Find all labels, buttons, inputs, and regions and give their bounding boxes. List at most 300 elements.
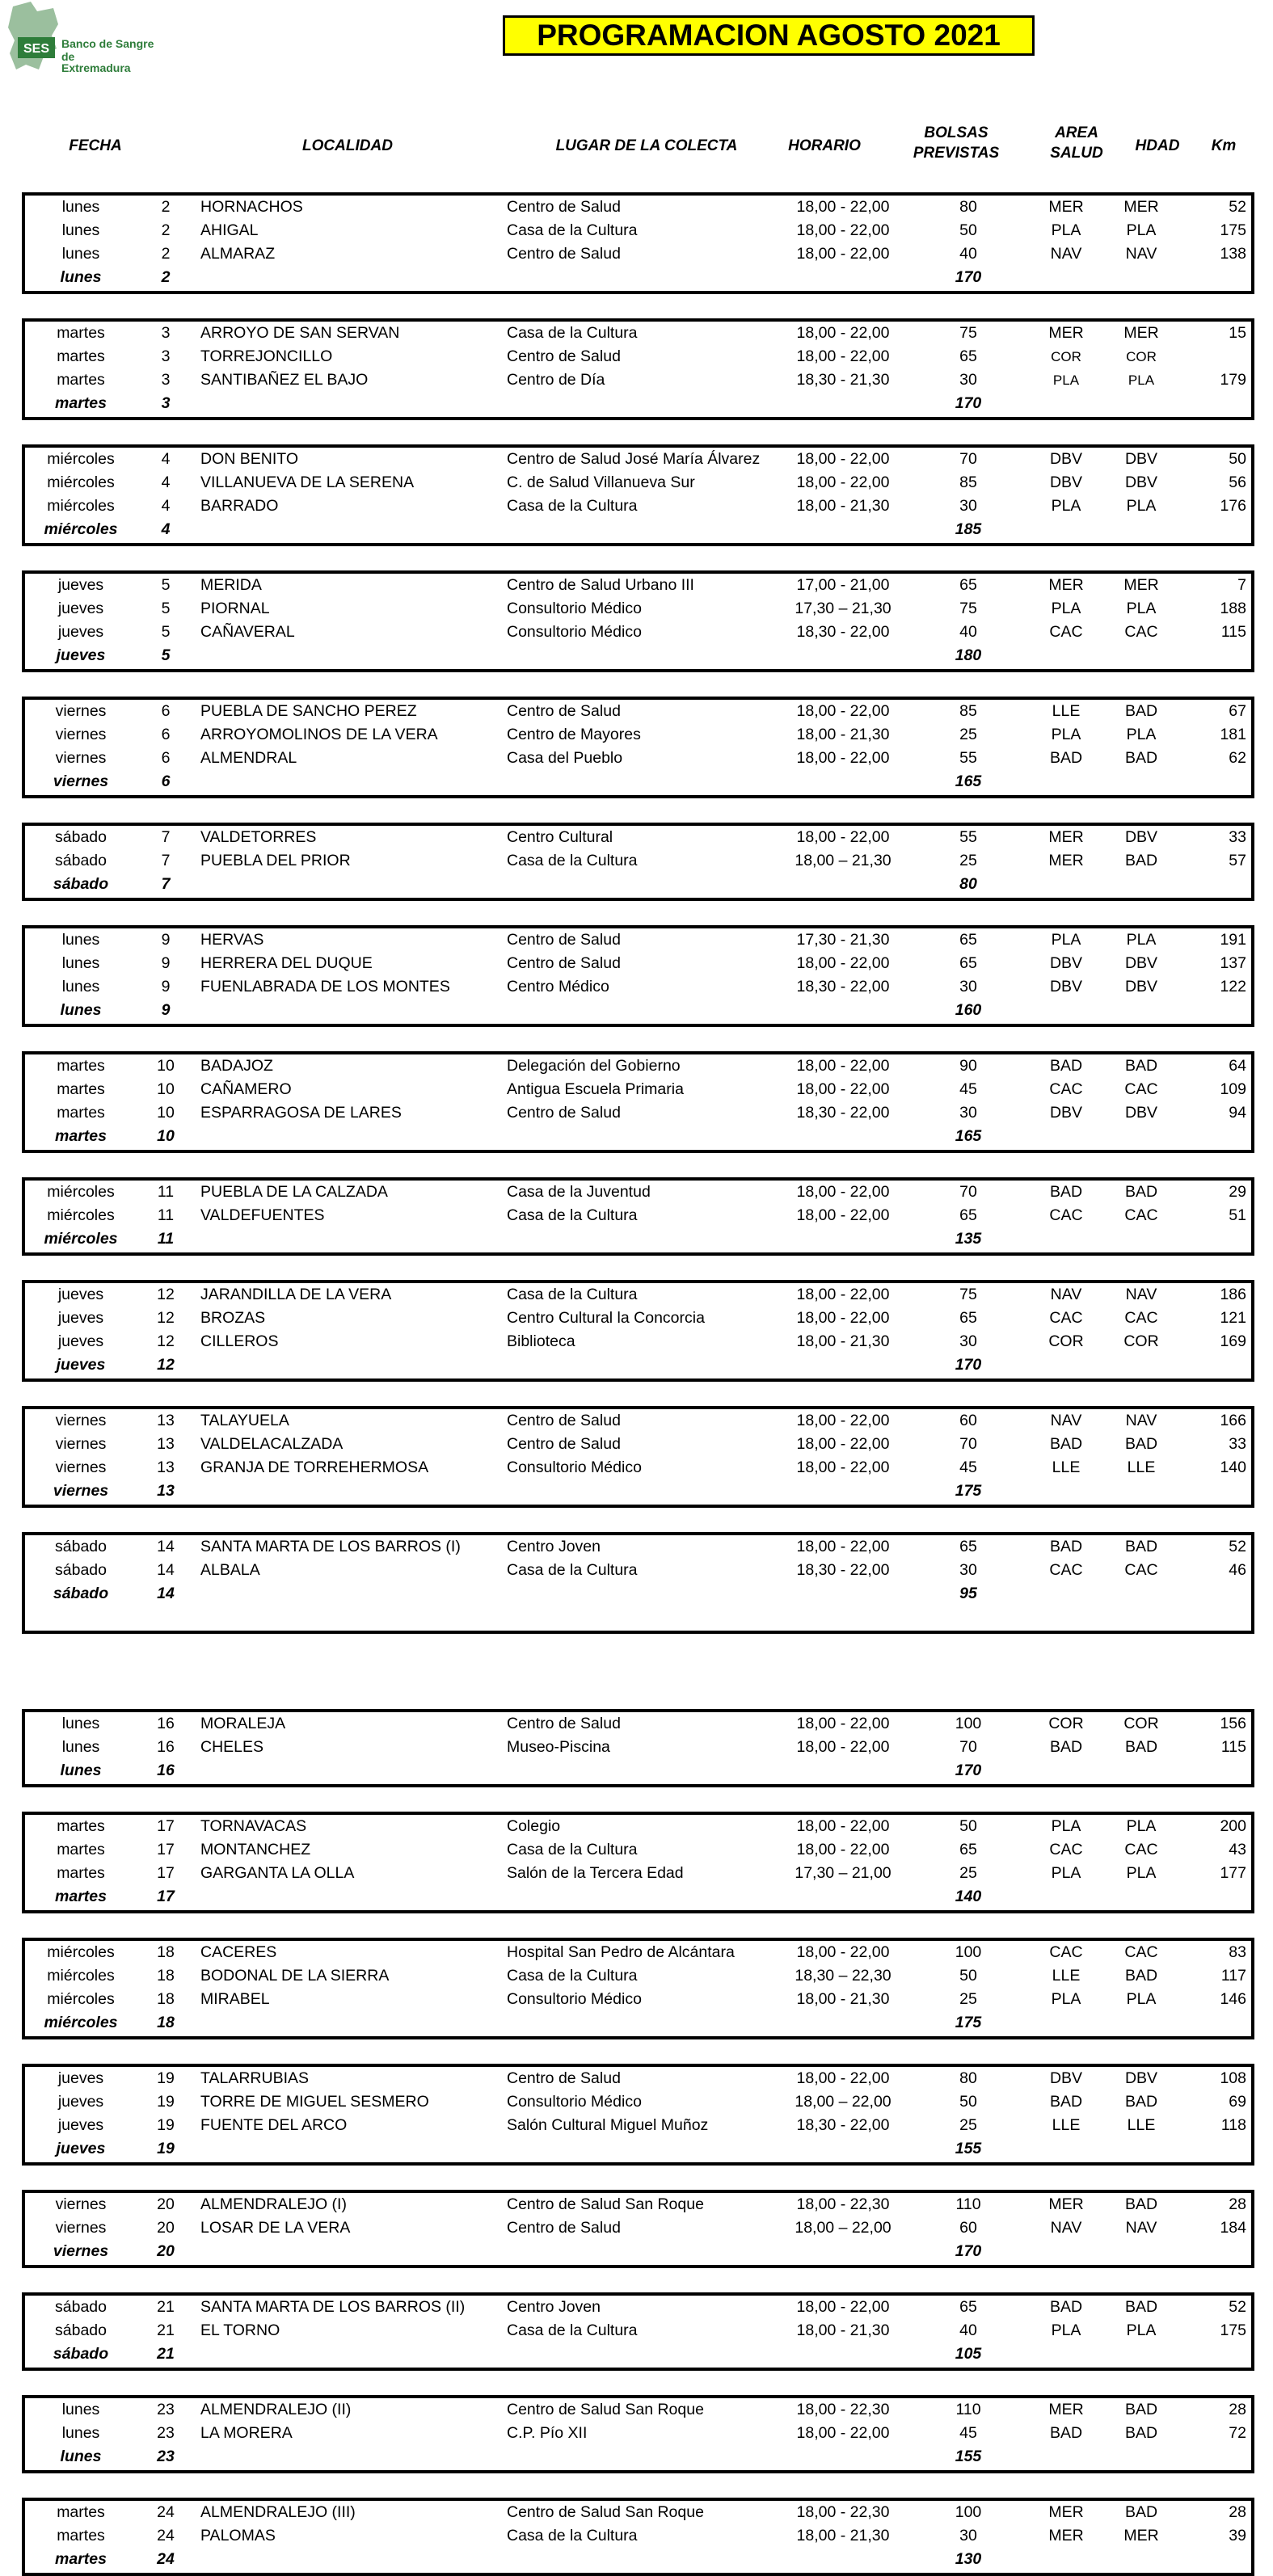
day-block — [22, 1532, 1254, 1634]
cell-hor: 18,00 - 22,00 — [796, 324, 890, 342]
cell-lugar: Centro de Salud — [507, 198, 621, 216]
cell-loc: LOSAR DE LA VERA — [200, 2219, 351, 2237]
cell-num: 17 — [157, 1864, 175, 1882]
cell-km: 140 — [1220, 1458, 1246, 1476]
day-block — [22, 1812, 1254, 1913]
cell-hdad: MER — [1123, 2527, 1159, 2544]
cell-hdad: DBV — [1124, 828, 1158, 846]
cell-hor: 18,00 - 22,00 — [796, 828, 890, 846]
cell-loc: ARROYOMOLINOS DE LA VERA — [200, 726, 438, 743]
table-header — [0, 121, 1273, 170]
cell-hor: 17,30 – 21,30 — [795, 600, 892, 617]
day-block — [22, 2190, 1254, 2268]
cell-dia: lunes — [61, 245, 100, 263]
cell-km: 67 — [1229, 702, 1246, 720]
cell-bol: 50 — [959, 1967, 977, 1985]
cell-loc: MONTANCHEZ — [200, 1841, 311, 1858]
cell-km: 28 — [1229, 2195, 1246, 2213]
cell-hor: 18,00 – 22,00 — [795, 2219, 892, 2237]
cell-dia: martes — [57, 371, 105, 389]
total-dia: lunes — [60, 1001, 102, 1019]
cell-hdad: NAV — [1125, 1412, 1157, 1429]
cell-area: MER — [1048, 2401, 1084, 2418]
total-num: 12 — [157, 1356, 175, 1374]
cell-hor: 17,30 - 21,30 — [796, 931, 890, 949]
cell-hdad: BAD — [1124, 2298, 1158, 2316]
cell-area: BAD — [1049, 1057, 1083, 1075]
cell-hdad: CAC — [1124, 623, 1158, 641]
cell-num: 9 — [161, 931, 171, 949]
cell-area: NAV — [1050, 1286, 1082, 1303]
cell-hor: 18,00 - 22,00 — [796, 1080, 890, 1098]
cell-area: PLA — [1051, 497, 1081, 515]
cell-hor: 18,30 – 22,30 — [795, 1967, 892, 1985]
cell-dia: viernes — [55, 2219, 107, 2237]
cell-loc: BODONAL DE LA SIERRA — [200, 1967, 390, 1985]
cell-hdad: NAV — [1125, 2219, 1157, 2237]
cell-km: 176 — [1220, 497, 1246, 515]
cell-lugar: Delegación del Gobierno — [507, 1057, 681, 1075]
cell-lugar: Centro de Salud — [507, 1104, 621, 1122]
table-row — [25, 1101, 1251, 1125]
cell-bol: 25 — [959, 2116, 977, 2134]
cell-area: MER — [1048, 2195, 1084, 2213]
logo-line-2: de — [61, 50, 75, 63]
cell-num: 4 — [161, 474, 171, 491]
cell-lugar: Centro de Mayores — [507, 726, 641, 743]
cell-area: PLA — [1051, 931, 1081, 949]
cell-hdad: DBV — [1124, 1104, 1158, 1122]
cell-bol: 30 — [959, 1104, 977, 1122]
cell-bol: 55 — [959, 749, 977, 767]
cell-loc: EL TORNO — [200, 2321, 280, 2339]
cell-loc: BARRADO — [200, 497, 279, 515]
table-row — [25, 219, 1251, 242]
cell-hor: 18,00 – 21,30 — [795, 852, 892, 869]
total-row — [25, 1353, 1251, 1377]
cell-lugar: Salón de la Tercera Edad — [507, 1864, 684, 1882]
total-bol: 80 — [959, 875, 977, 893]
cell-dia: miércoles — [47, 1943, 115, 1961]
cell-area: CAC — [1049, 1841, 1083, 1858]
table-row — [25, 2114, 1251, 2137]
cell-dia: miércoles — [47, 497, 115, 515]
cell-dia: martes — [57, 1817, 105, 1835]
cell-num: 6 — [161, 702, 171, 720]
cell-km: 15 — [1229, 324, 1246, 342]
cell-bol: 50 — [959, 2093, 977, 2111]
cell-num: 24 — [157, 2503, 175, 2521]
cell-hor: 18,00 - 22,30 — [796, 2195, 890, 2213]
cell-num: 23 — [157, 2401, 175, 2418]
cell-loc: ALMENDRALEJO (II) — [200, 2401, 352, 2418]
cell-hdad: PLA — [1126, 931, 1157, 949]
table-row — [25, 621, 1251, 644]
cell-hdad: DBV — [1124, 450, 1158, 468]
logo-line-3: Extremadura — [61, 61, 131, 74]
total-row — [25, 2548, 1251, 2571]
cell-lugar: Centro de Salud José María Álvarez — [507, 450, 761, 468]
cell-area: LLE — [1052, 702, 1081, 720]
cell-km: 56 — [1229, 474, 1246, 491]
total-row — [25, 2342, 1251, 2366]
cell-lugar: C.P. Pío XII — [507, 2424, 588, 2442]
cell-lugar: Casa de la Cultura — [507, 1841, 638, 1858]
cell-area: CAC — [1049, 1080, 1083, 1098]
cell-hor: 18,00 - 22,00 — [796, 474, 890, 491]
cell-num: 3 — [161, 347, 171, 365]
cell-area: MER — [1048, 576, 1084, 594]
logo-line-1: Banco de Sangre — [61, 37, 154, 50]
cell-km: 51 — [1229, 1206, 1246, 1224]
cell-area: CAC — [1049, 623, 1083, 641]
cell-bol: 65 — [959, 2298, 977, 2316]
cell-area: COR — [1048, 1332, 1084, 1350]
table-row — [25, 2090, 1251, 2114]
cell-hor: 18,00 - 22,30 — [796, 2503, 890, 2521]
table-row — [25, 1078, 1251, 1101]
cell-bol: 25 — [959, 726, 977, 743]
cell-lugar: Consultorio Médico — [507, 623, 642, 641]
cell-num: 10 — [157, 1057, 175, 1075]
cell-num: 9 — [161, 954, 171, 972]
cell-bol: 70 — [959, 1738, 977, 1756]
total-dia: martes — [55, 1127, 107, 1145]
total-dia: martes — [55, 394, 107, 412]
total-num: 19 — [157, 2140, 175, 2157]
cell-hdad: BAD — [1124, 2195, 1158, 2213]
header-horario: HORARIO — [788, 137, 861, 154]
cell-lugar: Centro de Salud Urbano III — [507, 576, 694, 594]
cell-area: BAD — [1049, 1435, 1083, 1453]
table-row — [25, 700, 1251, 723]
cell-dia: martes — [57, 324, 105, 342]
cell-lugar: Centro de Salud — [507, 702, 621, 720]
cell-km: 29 — [1229, 1183, 1246, 1201]
cell-km: 62 — [1229, 749, 1246, 767]
cell-lugar: Centro Cultural — [507, 828, 613, 846]
cell-hor: 18,00 - 22,00 — [796, 1458, 890, 1476]
cell-lugar: Centro de Salud — [507, 1412, 621, 1429]
cell-dia: sábado — [55, 828, 107, 846]
cell-hdad: BAD — [1124, 1435, 1158, 1453]
cell-num: 20 — [157, 2195, 175, 2213]
cell-lugar: Casa de la Cultura — [507, 2527, 638, 2544]
cell-area: DBV — [1049, 1104, 1083, 1122]
cell-lugar: Museo-Piscina — [507, 1738, 610, 1756]
cell-km: 57 — [1229, 852, 1246, 869]
cell-loc: TORRE DE MIGUEL SESMERO — [200, 2093, 429, 2111]
cell-hor: 18,00 – 22,00 — [795, 2093, 892, 2111]
cell-loc: PIORNAL — [200, 600, 270, 617]
table-row — [25, 597, 1251, 621]
header-localidad: LOCALIDAD — [302, 137, 393, 154]
cell-num: 12 — [157, 1286, 175, 1303]
table-row — [25, 471, 1251, 495]
cell-hdad: DBV — [1124, 2069, 1158, 2087]
cell-hdad: MER — [1123, 198, 1159, 216]
cell-loc: SANTIBAÑEZ EL BAJO — [200, 371, 369, 389]
total-num: 18 — [157, 2014, 175, 2031]
cell-hdad: DBV — [1124, 954, 1158, 972]
total-num: 24 — [157, 2550, 175, 2568]
cell-dia: lunes — [61, 978, 100, 995]
cell-area: PLA — [1051, 1990, 1081, 2008]
total-bol: 165 — [955, 1127, 982, 1145]
cell-hdad: CAC — [1124, 1080, 1158, 1098]
cell-num: 19 — [157, 2116, 175, 2134]
cell-num: 5 — [161, 600, 171, 617]
cell-num: 13 — [157, 1435, 175, 1453]
cell-lugar: Centro de Salud — [507, 347, 621, 365]
cell-hor: 17,00 - 21,00 — [796, 576, 890, 594]
cell-bol: 25 — [959, 1990, 977, 2008]
cell-num: 5 — [161, 576, 171, 594]
total-dia: jueves — [56, 1356, 106, 1374]
total-dia: martes — [55, 1888, 107, 1905]
cell-km: 169 — [1220, 1332, 1246, 1350]
cell-km: 117 — [1220, 1967, 1246, 1985]
header-area: AREA SALUD — [1050, 124, 1103, 162]
total-row — [25, 518, 1251, 541]
cell-hor: 18,00 - 22,00 — [796, 450, 890, 468]
cell-lugar: Casa de la Cultura — [507, 2321, 638, 2339]
table-row — [25, 1456, 1251, 1480]
table-row — [25, 368, 1251, 392]
cell-lugar: Hospital San Pedro de Alcántara — [507, 1943, 735, 1961]
cell-km: 181 — [1220, 726, 1246, 743]
cell-hdad: DBV — [1124, 474, 1158, 491]
cell-dia: viernes — [55, 1458, 107, 1476]
day-block — [22, 444, 1254, 546]
day-block — [22, 697, 1254, 798]
cell-hdad: MER — [1123, 324, 1159, 342]
table-row — [25, 1862, 1251, 1885]
cell-hor: 18,30 - 22,00 — [796, 1104, 890, 1122]
cell-loc: FUENLABRADA DE LOS MONTES — [200, 978, 450, 995]
total-bol: 170 — [955, 268, 982, 286]
total-bol: 135 — [955, 1230, 982, 1248]
cell-num: 11 — [157, 1206, 175, 1224]
cell-num: 3 — [161, 371, 171, 389]
cell-dia: jueves — [57, 576, 104, 594]
day-block — [22, 318, 1254, 420]
cell-bol: 50 — [959, 221, 977, 239]
day-block — [22, 1177, 1254, 1256]
cell-km: 64 — [1229, 1057, 1246, 1075]
cell-hor: 18,00 - 22,00 — [796, 1538, 890, 1555]
table-row — [25, 826, 1251, 849]
cell-hor: 18,00 - 22,00 — [796, 1943, 890, 1961]
extremadura-map-icon — [6, 0, 63, 74]
cell-km: 115 — [1220, 623, 1246, 641]
total-bol: 155 — [955, 2448, 982, 2465]
total-bol: 175 — [955, 2014, 982, 2031]
total-bol: 175 — [955, 1482, 982, 1500]
cell-lugar: Salón Cultural Miguel Muñoz — [507, 2116, 709, 2134]
cell-km: 43 — [1229, 1841, 1246, 1858]
cell-area: PLA — [1051, 726, 1081, 743]
cell-hor: 18,00 - 21,30 — [796, 497, 890, 515]
cell-loc: PUEBLA DEL PRIOR — [200, 852, 351, 869]
cell-area: DBV — [1049, 450, 1083, 468]
table-row — [25, 1054, 1251, 1078]
cell-lugar: Centro de Salud — [507, 931, 621, 949]
cell-bol: 40 — [959, 623, 977, 641]
cell-dia: lunes — [61, 1715, 100, 1732]
cell-num: 14 — [157, 1561, 175, 1579]
cell-bol: 30 — [959, 978, 977, 995]
cell-hdad: COR — [1126, 349, 1157, 364]
cell-bol: 80 — [959, 198, 977, 216]
cell-area: BAD — [1049, 2093, 1083, 2111]
cell-hor: 17,30 – 21,00 — [795, 1864, 892, 1882]
cell-km: 52 — [1229, 2298, 1246, 2316]
cell-loc: VALDEFUENTES — [200, 1206, 325, 1224]
total-row — [25, 1885, 1251, 1909]
cell-lugar: Casa del Pueblo — [507, 749, 623, 767]
cell-bol: 45 — [959, 1080, 977, 1098]
cell-loc: CACERES — [200, 1943, 277, 1961]
cell-hdad: COR — [1123, 1332, 1159, 1350]
cell-dia: martes — [57, 1864, 105, 1882]
cell-area: DBV — [1049, 978, 1083, 995]
total-num: 7 — [161, 875, 171, 893]
cell-loc: CHELES — [200, 1738, 264, 1756]
cell-hdad: CAC — [1124, 1561, 1158, 1579]
cell-bol: 30 — [959, 371, 977, 389]
cell-num: 4 — [161, 497, 171, 515]
cell-km: 28 — [1229, 2401, 1246, 2418]
cell-num: 12 — [157, 1332, 175, 1350]
cell-loc: BADAJOZ — [200, 1057, 273, 1075]
day-block — [22, 192, 1254, 294]
cell-km: 138 — [1220, 245, 1246, 263]
day-block — [22, 2292, 1254, 2371]
cell-loc: CAÑAVERAL — [200, 623, 295, 641]
total-dia: miércoles — [44, 2014, 118, 2031]
table-row — [25, 2422, 1251, 2445]
table-row — [25, 975, 1251, 999]
cell-lugar: Colegio — [507, 1817, 561, 1835]
total-dia: miércoles — [44, 1230, 118, 1248]
cell-hdad: BAD — [1124, 852, 1158, 869]
cell-km: 179 — [1220, 371, 1246, 389]
cell-num: 9 — [161, 978, 171, 995]
cell-area: DBV — [1049, 954, 1083, 972]
cell-km: 39 — [1229, 2527, 1246, 2544]
cell-km: 109 — [1220, 1080, 1246, 1098]
total-num: 17 — [157, 1888, 175, 1905]
cell-km: 166 — [1220, 1412, 1246, 1429]
cell-km: 184 — [1220, 2219, 1246, 2237]
cell-hor: 18,00 - 22,00 — [796, 347, 890, 365]
table-row — [25, 2501, 1251, 2524]
cell-lugar: Casa de la Juventud — [507, 1183, 651, 1201]
cell-hdad: DBV — [1124, 978, 1158, 995]
cell-lugar: Casa de la Cultura — [507, 852, 638, 869]
cell-hor: 18,00 - 22,00 — [796, 1412, 890, 1429]
cell-area: COR — [1051, 349, 1081, 364]
cell-hor: 18,30 - 22,00 — [796, 978, 890, 995]
cell-hor: 18,00 - 22,00 — [796, 198, 890, 216]
cell-hor: 18,00 - 22,00 — [796, 1841, 890, 1858]
cell-area: MER — [1048, 2527, 1084, 2544]
total-dia: viernes — [53, 1482, 109, 1500]
total-num: 11 — [157, 1230, 175, 1248]
table-row — [25, 1988, 1251, 2011]
total-bol: 105 — [955, 2345, 982, 2363]
cell-num: 12 — [157, 1309, 175, 1327]
cell-dia: jueves — [57, 1286, 104, 1303]
cell-km: 28 — [1229, 2503, 1246, 2521]
total-row — [25, 392, 1251, 415]
cell-km: 50 — [1229, 450, 1246, 468]
cell-hdad: BAD — [1124, 2401, 1158, 2418]
logo-mark: SES — [23, 42, 50, 56]
cell-bol: 30 — [959, 1332, 977, 1350]
cell-area: PLA — [1051, 2321, 1081, 2339]
cell-bol: 45 — [959, 1458, 977, 1476]
cell-dia: martes — [57, 1104, 105, 1122]
total-row — [25, 873, 1251, 896]
cell-hor: 18,00 - 22,00 — [796, 2298, 890, 2316]
table-row — [25, 1409, 1251, 1433]
table-row — [25, 2193, 1251, 2216]
total-num: 10 — [157, 1127, 175, 1145]
cell-bol: 80 — [959, 2069, 977, 2087]
cell-dia: sábado — [55, 852, 107, 869]
cell-hor: 18,30 - 22,00 — [796, 2116, 890, 2134]
cell-loc: DON BENITO — [200, 450, 298, 468]
cell-loc: TORREJONCILLO — [200, 347, 333, 365]
total-dia: martes — [55, 2550, 107, 2568]
cell-num: 21 — [157, 2298, 175, 2316]
cell-lugar: Casa de la Cultura — [507, 1967, 638, 1985]
cell-hor: 18,30 - 22,00 — [796, 623, 890, 641]
cell-dia: martes — [57, 2503, 105, 2521]
day-block — [22, 1709, 1254, 1787]
cell-hdad: BAD — [1124, 1183, 1158, 1201]
table-row — [25, 1204, 1251, 1227]
table-row — [25, 849, 1251, 873]
cell-num: 21 — [157, 2321, 175, 2339]
cell-num: 6 — [161, 749, 171, 767]
cell-hor: 18,00 - 22,00 — [796, 245, 890, 263]
cell-hor: 18,00 - 22,00 — [796, 1435, 890, 1453]
cell-lugar: Consultorio Médico — [507, 2093, 642, 2111]
cell-lugar: Consultorio Médico — [507, 1990, 642, 2008]
total-num: 5 — [161, 646, 171, 664]
total-dia: viernes — [53, 772, 109, 790]
total-bol: 185 — [955, 520, 982, 538]
cell-lugar: Centro de Día — [507, 371, 605, 389]
cell-lugar: Centro Joven — [507, 2298, 601, 2316]
cell-num: 18 — [157, 1943, 175, 1961]
cell-num: 3 — [161, 324, 171, 342]
cell-km: 191 — [1220, 931, 1246, 949]
total-num: 6 — [161, 772, 171, 790]
total-bol: 180 — [955, 646, 982, 664]
cell-lugar: Casa de la Cultura — [507, 497, 638, 515]
total-row — [25, 2445, 1251, 2469]
cell-dia: viernes — [55, 749, 107, 767]
cell-loc: VALDELACALZADA — [200, 1435, 344, 1453]
cell-bol: 65 — [959, 1538, 977, 1555]
table-row — [25, 1815, 1251, 1838]
cell-hor: 18,00 - 22,00 — [796, 1286, 890, 1303]
table-row — [25, 1181, 1251, 1204]
